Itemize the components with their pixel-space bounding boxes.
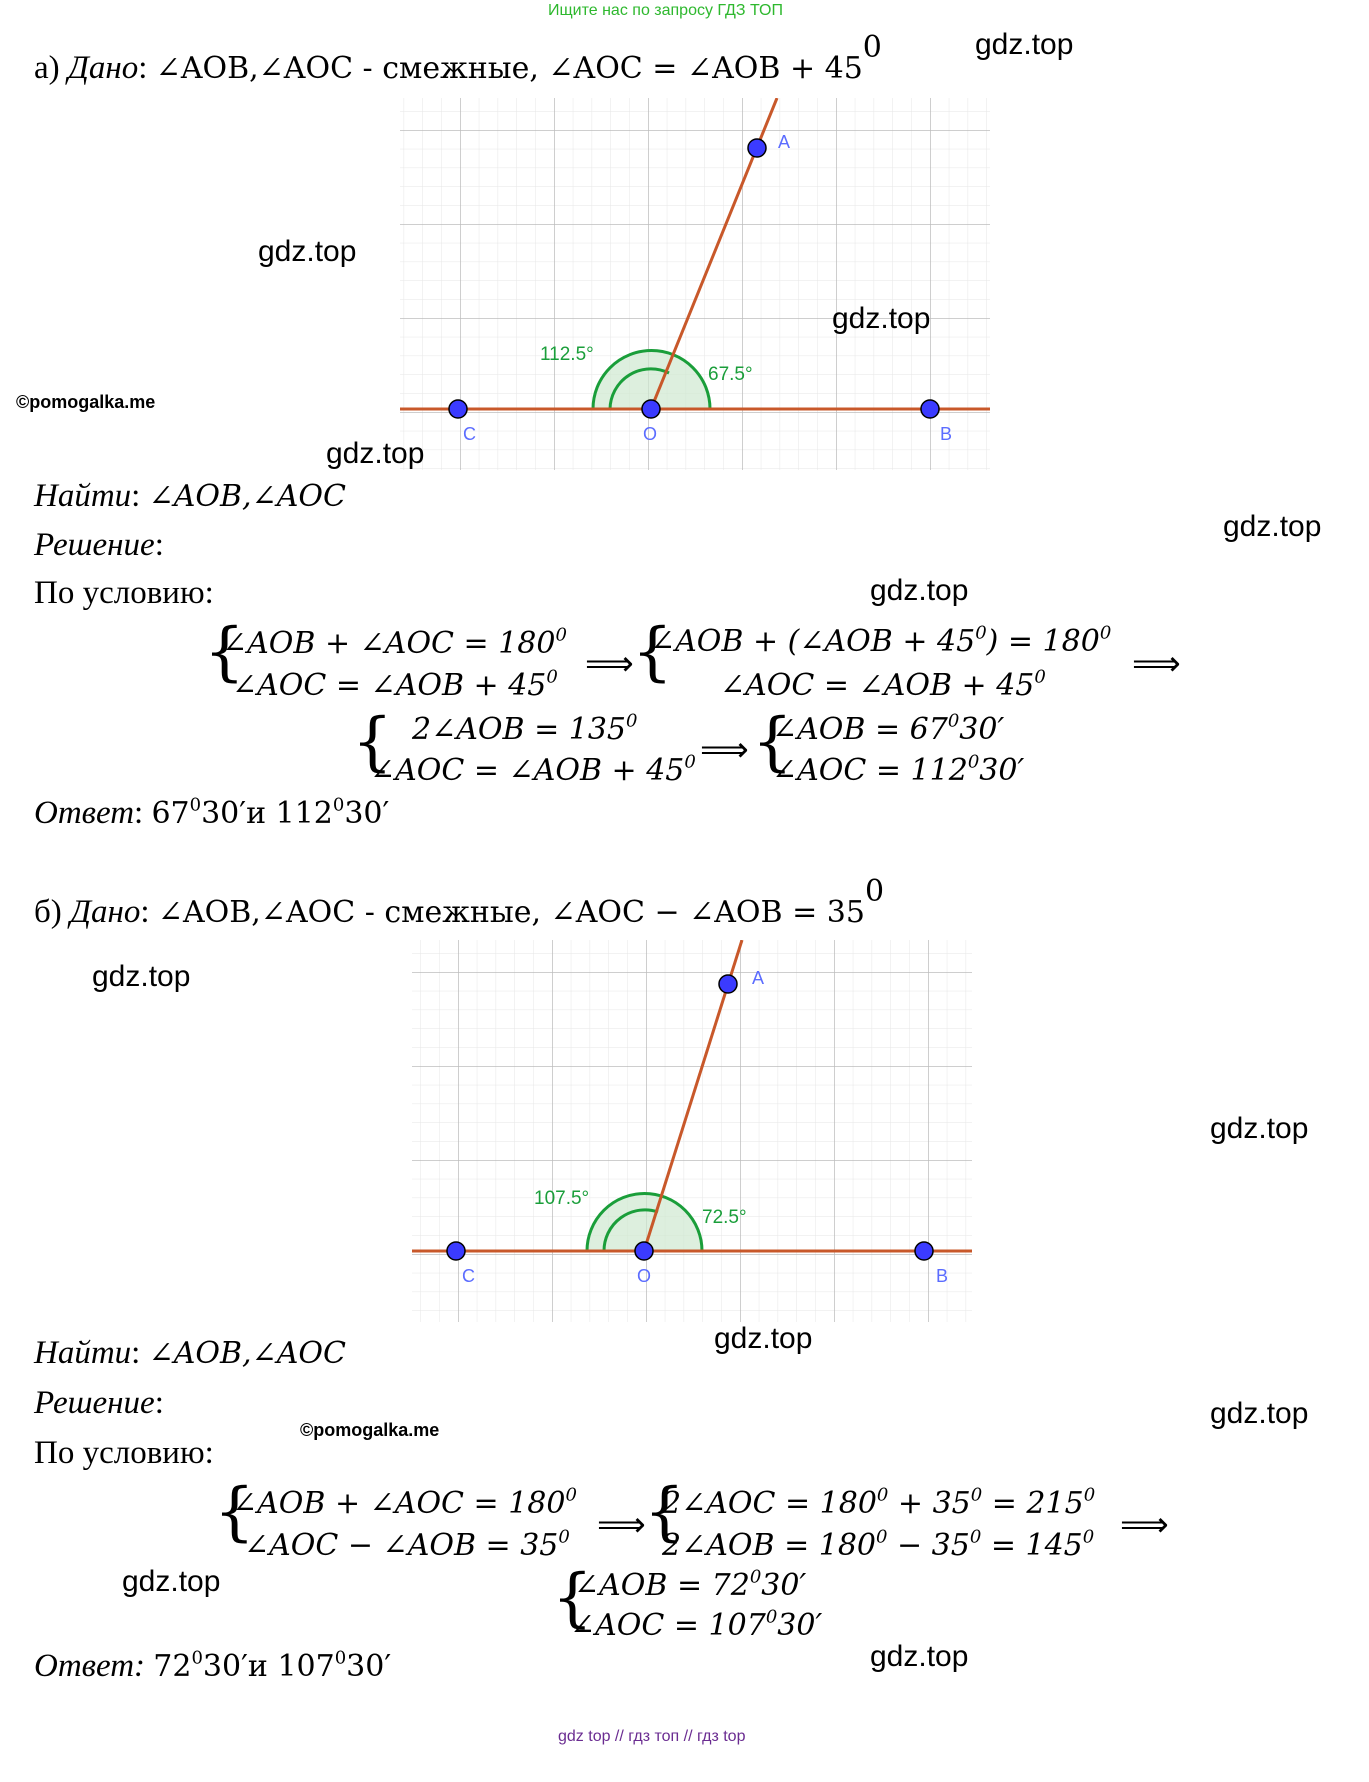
- part-b-sys2-line2: 2∠AOB = $180^0 - 35^0 = 145^0$: [662, 1526, 1095, 1563]
- part-b-given-text: ∠AOB,∠AOC - смежные, ∠AOC − ∠AOB = 35: [157, 895, 865, 930]
- part-a-find-label: Найти: [34, 478, 132, 514]
- point-a: [748, 139, 766, 157]
- part-b-condition: По условию:: [34, 1435, 214, 1471]
- angle-label-right: 67.5°: [708, 364, 753, 385]
- point-c: [447, 1242, 465, 1260]
- part-b-solution-line: [34, 1385, 164, 1422]
- angle-label-left: 107.5°: [534, 1188, 590, 1209]
- watermark: gdz.top: [326, 437, 425, 470]
- part-a-prefix: а): [34, 50, 60, 86]
- point-b: [921, 400, 939, 418]
- part-b-prefix: б): [34, 894, 62, 930]
- part-b-given-line: [34, 874, 885, 931]
- copyright: ©pomogalka.me: [300, 1420, 440, 1440]
- implies-arrow: ⟹: [1120, 1505, 1169, 1545]
- grid: [400, 98, 990, 470]
- part-a-answer-line: [34, 795, 389, 832]
- watermark: gdz.top: [1210, 1397, 1309, 1430]
- top-search-link[interactable]: Ищите нас по запросу ГДЗ ТОП: [548, 2, 783, 19]
- part-a-sys3-line1: 2∠AOB = $135^0$: [412, 710, 638, 747]
- part-b-answer-label: Ответ:: [34, 1648, 146, 1684]
- part-a-sys3-line2: ∠AOC = ∠AOB + $45^0$: [370, 751, 696, 788]
- watermark: gdz.top: [1223, 510, 1322, 543]
- brace: {: [214, 1475, 255, 1549]
- part-a-sys4-line2: ∠AOC = $112^030'$: [772, 751, 1025, 788]
- colon: :: [131, 1335, 141, 1371]
- watermark: gdz.top: [714, 1322, 813, 1355]
- degree-sup: 0: [862, 30, 882, 65]
- footer-links[interactable]: gdz top // гдз топ // гдз top: [558, 1728, 746, 1745]
- brace: {: [632, 615, 673, 689]
- point-o: [642, 400, 660, 418]
- implies-arrow: ⟹: [700, 730, 749, 770]
- watermark: gdz.top: [122, 1565, 221, 1598]
- angle-label-right: 72.5°: [702, 1207, 747, 1228]
- colon: :: [134, 795, 144, 831]
- part-a-solution-line: [34, 527, 164, 564]
- label-a: A: [778, 132, 791, 152]
- watermark: gdz.top: [1210, 1112, 1309, 1145]
- part-a-sys1-line1: ∠AOB + ∠AOC = $180^0$: [222, 624, 567, 661]
- brace: {: [352, 705, 393, 779]
- implies-arrow: ⟹: [597, 1505, 646, 1545]
- point-b: [915, 1242, 933, 1260]
- colon: :: [131, 478, 141, 514]
- part-b-find-text: ∠AOB,∠AOC: [148, 1336, 346, 1371]
- brace: {: [752, 705, 793, 779]
- part-a-given-line: [34, 30, 882, 87]
- part-b-given-label: Дано: [70, 894, 141, 930]
- watermark: gdz.top: [870, 574, 969, 607]
- implies-arrow: ⟹: [1132, 644, 1181, 684]
- colon: :: [154, 527, 164, 563]
- part-a-sys2-line1: ∠AOB + (∠AOB + $45^0) = 180^0$: [650, 622, 1112, 659]
- point-c: [449, 400, 467, 418]
- part-a-sys4-line1: ∠AOB = $67^030'$: [772, 710, 1005, 747]
- colon: :: [154, 1385, 164, 1421]
- part-a-sys1-line2: ∠AOC = ∠AOB + $45^0$: [232, 666, 558, 703]
- watermark: gdz.top: [832, 302, 931, 335]
- copyright: ©pomogalka.me: [16, 392, 156, 412]
- grid: [412, 940, 972, 1322]
- watermark: gdz.top: [92, 960, 191, 993]
- brace: {: [204, 615, 245, 689]
- watermark: gdz.top: [975, 28, 1074, 61]
- part-b-find-label: Найти: [34, 1335, 132, 1371]
- part-b-answer: $72^030'и$ $107^030'$: [153, 1647, 392, 1684]
- part-b-find-line: [34, 1335, 346, 1372]
- label-a: A: [752, 968, 765, 988]
- part-b-answer-line: [34, 1648, 391, 1685]
- part-a-find-line: [34, 478, 346, 515]
- implies-arrow: ⟹: [585, 644, 634, 684]
- colon: :: [140, 894, 150, 930]
- part-b-sys3-line1: ∠AOB = $72^030'$: [574, 1566, 807, 1603]
- part-a-solution-label: Решение: [34, 527, 155, 563]
- label-b: B: [936, 1266, 949, 1286]
- label-o: O: [643, 424, 658, 444]
- label-o: O: [637, 1266, 652, 1286]
- part-a-answer: $67^030'и$ $112^030'$: [151, 794, 390, 831]
- part-a-given-label: Дано: [67, 50, 139, 86]
- brace: {: [552, 1561, 593, 1635]
- part-b-sys1-line1: ∠AOB + ∠AOC = $180^0$: [232, 1484, 577, 1521]
- point-a: [719, 975, 737, 993]
- label-b: B: [940, 424, 953, 444]
- part-b-sys1-line2: ∠AOC − ∠AOB = $35^0$: [244, 1526, 570, 1563]
- part-a-condition: По условию:: [34, 575, 214, 611]
- label-c: C: [462, 1266, 475, 1286]
- watermark: gdz.top: [870, 1640, 969, 1673]
- point-o: [635, 1242, 653, 1260]
- part-a-find-text: ∠AOB,∠AOC: [148, 479, 346, 514]
- part-b-sys2-line1: 2∠AOC = $180^0 + 35^0 = 215^0$: [662, 1484, 1096, 1521]
- part-a-sys2-line2: ∠AOC = ∠AOB + $45^0$: [720, 666, 1046, 703]
- label-c: C: [463, 424, 476, 444]
- part-a-given-text: ∠AOB,∠AOC - смежные, ∠AOC = ∠AOB + 45: [155, 51, 863, 86]
- colon: :: [138, 50, 148, 86]
- degree-sup: 0: [864, 874, 885, 909]
- brace: {: [644, 1475, 685, 1549]
- part-b-sys3-line2: ∠AOC = $107^030'$: [570, 1606, 823, 1643]
- part-b-figure: [412, 940, 972, 1322]
- part-a-answer-label: Ответ: [34, 795, 135, 831]
- part-b-solution-label: Решение: [34, 1385, 155, 1421]
- angle-label-left: 112.5°: [540, 344, 594, 365]
- part-a-figure: [400, 98, 990, 470]
- watermark: gdz.top: [258, 235, 357, 268]
